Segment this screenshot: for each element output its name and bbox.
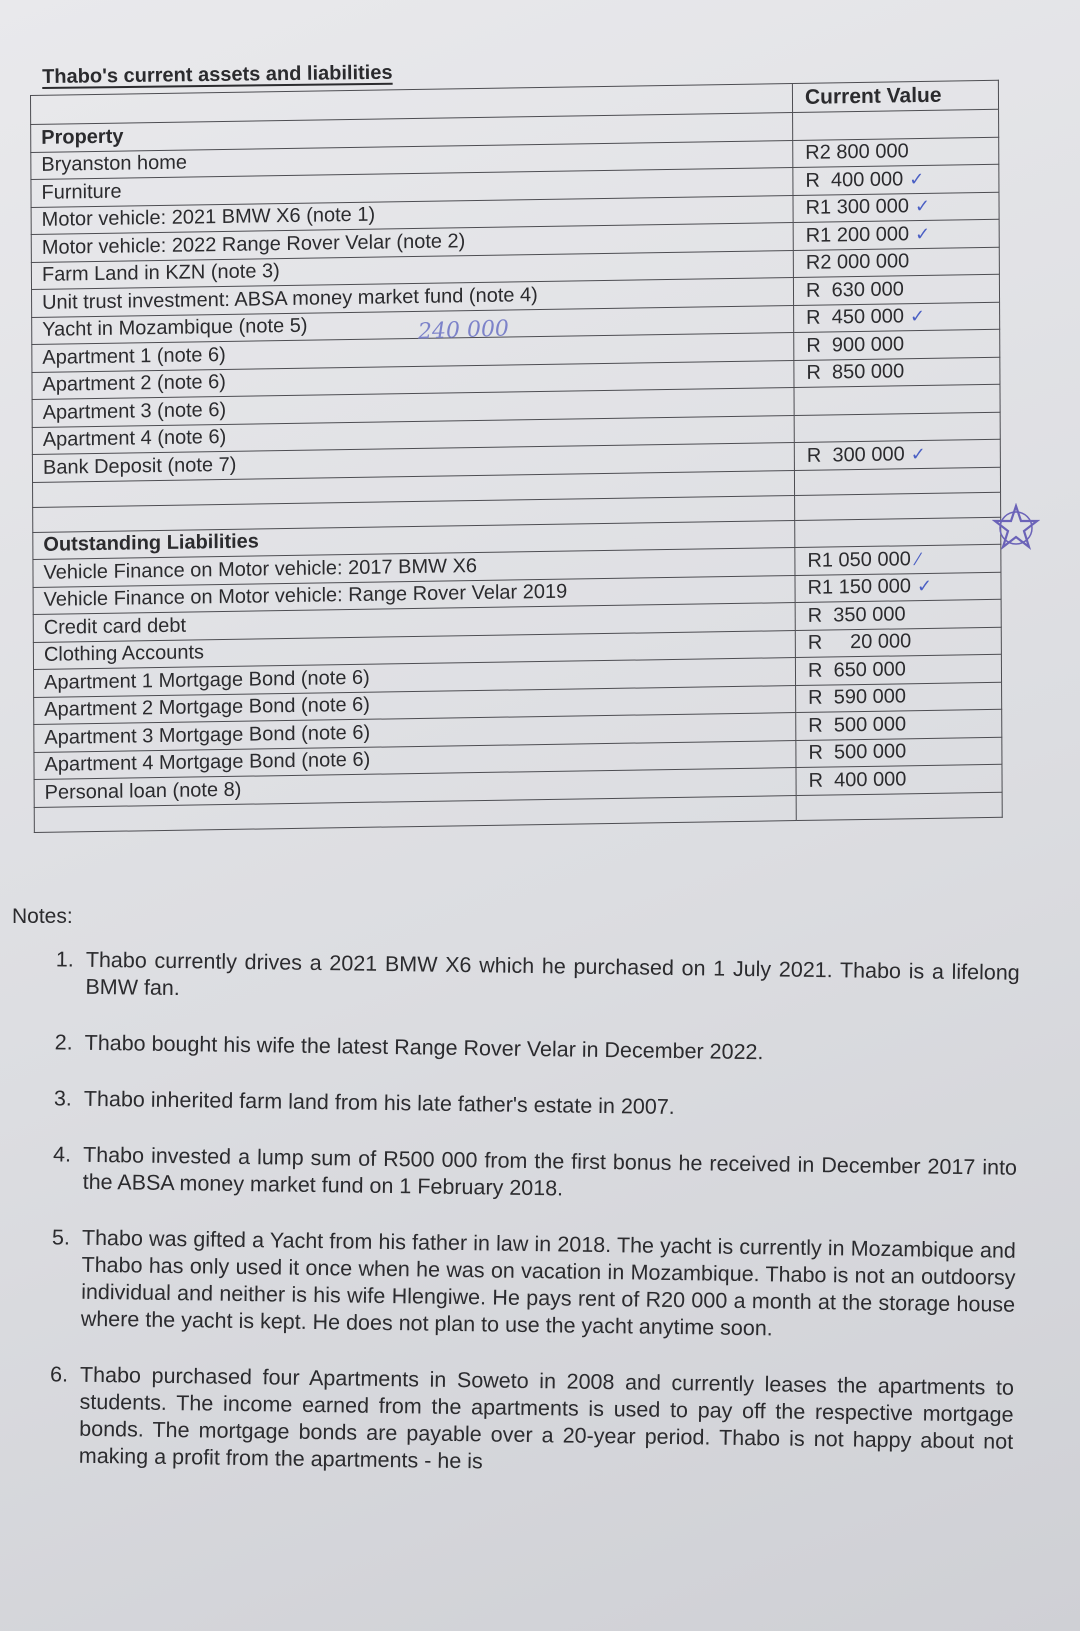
note-number: 6. xyxy=(49,1362,69,1387)
asset-label: Unit trust investment: ABSA money market fund (note 4) xyxy=(32,278,794,317)
note-item xyxy=(23,1361,1014,1483)
liability-value-cell xyxy=(795,544,1001,575)
checkmark-icon: ⁄ xyxy=(916,548,920,569)
asset-value-cell xyxy=(794,329,1000,360)
asset-value-cell xyxy=(794,412,1000,443)
note-number: 3. xyxy=(53,1086,73,1111)
handwritten-annotation: 240 000 xyxy=(417,316,510,345)
liability-value: R 650 000 xyxy=(807,658,906,682)
note-text: Thabo inherited farm land from his late father's estate in 2007. xyxy=(83,1086,675,1120)
asset-value-cell xyxy=(793,274,999,305)
asset-value-cell xyxy=(793,192,999,223)
note-item xyxy=(28,1085,1018,1126)
asset-label: Farm Land in KZN (note 3) xyxy=(31,250,793,289)
liability-value: R 500 000 xyxy=(808,740,907,765)
liability-value-cell xyxy=(796,709,1002,740)
asset-value-cell xyxy=(793,247,999,278)
liability-label: Clothing Accounts xyxy=(33,630,795,669)
asset-label: Apartment 2 (note 6) xyxy=(32,360,794,399)
assets-heading-value-cell xyxy=(793,109,999,140)
asset-label: Apartment 4 (note 6) xyxy=(32,415,794,454)
liability-label: Apartment 3 Mortgage Bond (note 6) xyxy=(34,713,796,752)
liability-value-cell xyxy=(795,654,1001,685)
liability-value-cell xyxy=(795,599,1001,630)
star-doodle-icon xyxy=(992,503,1040,551)
asset-value-cell xyxy=(794,384,1000,415)
asset-value: R 900 000 xyxy=(806,333,905,357)
liability-value-cell xyxy=(796,737,1002,768)
liability-value: R 400 000 xyxy=(808,768,907,792)
asset-value: R 450 000 xyxy=(806,305,905,330)
liability-label: Apartment 2 Mortgage Bond (note 6) xyxy=(34,685,796,724)
note-text: Thabo bought his wife the latest Range Rover Velar in December 2022. xyxy=(84,1030,764,1065)
asset-label: Motor vehicle: 2022 Range Rover Velar (note 2) xyxy=(31,223,793,262)
liability-label: Personal loan (note 8) xyxy=(34,768,796,807)
asset-value: R 400 000 xyxy=(805,168,904,192)
asset-value: R1 300 000 xyxy=(805,195,910,220)
note-number: 1. xyxy=(55,947,74,972)
liability-value: R1 050 000 xyxy=(807,547,911,572)
document-title: Thabo's current assets and liabilities xyxy=(42,61,393,88)
checkmark-icon: ✓ xyxy=(915,223,931,244)
asset-value-cell xyxy=(794,357,1000,388)
liabilities-heading: Outstanding Liabilities xyxy=(33,520,795,559)
asset-value: R 630 000 xyxy=(805,278,904,302)
liability-value-cell xyxy=(796,682,1002,713)
liability-label: Vehicle Finance on Motor vehicle: 2017 BMW X6 xyxy=(33,548,795,587)
asset-label: Apartment 1 (note 6) xyxy=(32,333,794,372)
note-text: Thabo invested a lump sum of R500 000 from the first bonus he received in December 2017 into the ABSA money market fund on 1 February 2018. xyxy=(82,1142,1018,1201)
note-text: Thabo purchased four Apartments in Soweto in 2008 and currently leases the apartments to students. The income earned from the apartments is used to pay off the respective mortgage bonds. The mortgage bonds are payable over a 20-year period. Thabo is not happy about not making a profit from the apartments - he is xyxy=(78,1362,1015,1474)
note-item xyxy=(27,1141,1018,1209)
checkmark-icon: ✓ xyxy=(909,306,926,327)
asset-label: Yacht in Mozambique (note 5) xyxy=(32,305,794,344)
note-item xyxy=(29,946,1020,1014)
asset-label: Motor vehicle: 2021 BMW X6 (note 1) xyxy=(31,195,793,234)
liability-label: Apartment 1 Mortgage Bond (note 6) xyxy=(34,658,796,697)
checkmark-icon: ✓ xyxy=(914,196,931,217)
assets-liabilities-table xyxy=(30,80,1002,833)
note-number: 2. xyxy=(54,1030,73,1055)
note-item xyxy=(25,1224,1016,1346)
asset-label: Furniture xyxy=(31,168,793,207)
notes-label: Notes: xyxy=(12,905,73,928)
liability-label: Apartment 4 Mortgage Bond (note 6) xyxy=(34,740,796,779)
asset-value-cell xyxy=(793,164,999,195)
asset-label: Apartment 3 (note 6) xyxy=(32,388,794,427)
current-value-header: Current Value xyxy=(792,80,998,112)
checkmark-icon: ✓ xyxy=(916,576,933,597)
asset-value-cell xyxy=(794,302,1000,333)
asset-value: R2 000 000 xyxy=(805,250,910,275)
asset-value-cell xyxy=(793,219,999,250)
liabilities-heading-value-cell xyxy=(795,517,1001,548)
liability-value: R 20 000 xyxy=(807,630,912,655)
asset-value: R 850 000 xyxy=(806,360,905,385)
liability-value: R1 150 000 xyxy=(807,575,912,600)
note-item xyxy=(28,1029,1018,1070)
liability-value-cell xyxy=(796,764,1002,795)
asset-value-cell xyxy=(794,439,1000,470)
checkmark-icon: ✓ xyxy=(909,168,925,189)
liability-value-cell xyxy=(795,572,1001,603)
liability-label: Vehicle Finance on Motor vehicle: Range Rover Velar 2019 xyxy=(33,575,795,614)
asset-value: R2 800 000 xyxy=(805,140,909,165)
asset-label: Bryanston home xyxy=(31,140,793,179)
asset-value-cell xyxy=(793,137,999,168)
liability-label: Credit card debt xyxy=(33,603,795,642)
note-number: 4. xyxy=(52,1142,72,1167)
liability-value-cell xyxy=(795,627,1001,658)
liability-value: R 350 000 xyxy=(807,603,906,627)
liability-value: R 500 000 xyxy=(808,713,907,737)
notes-list xyxy=(22,946,1020,1512)
note-text: Thabo was gifted a Yacht from his father in law in 2018. The yacht is currently in Mozambique and Thabo has only used it once when he was on vacation in Mozambique. Thabo is not an outdoorsy individual and neither is his wife Hlengiwe. He pays rent of R20 000 a month at the storage house where the yacht is kept. He does not plan to use the yacht anytime soon. xyxy=(80,1225,1017,1341)
asset-value: R1 200 000 xyxy=(805,222,910,247)
assets-heading: Property xyxy=(31,113,793,152)
asset-label: Bank Deposit (note 7) xyxy=(32,443,794,482)
liability-value: R 590 000 xyxy=(808,685,907,710)
note-number: 5. xyxy=(51,1225,71,1250)
note-text: Thabo currently drives a 2021 BMW X6 which he purchased on 1 July 2021. Thabo is a lifelong BMW fan. xyxy=(85,947,1020,1001)
asset-value: R 300 000 xyxy=(806,443,905,467)
checkmark-icon: ✓ xyxy=(910,443,926,464)
